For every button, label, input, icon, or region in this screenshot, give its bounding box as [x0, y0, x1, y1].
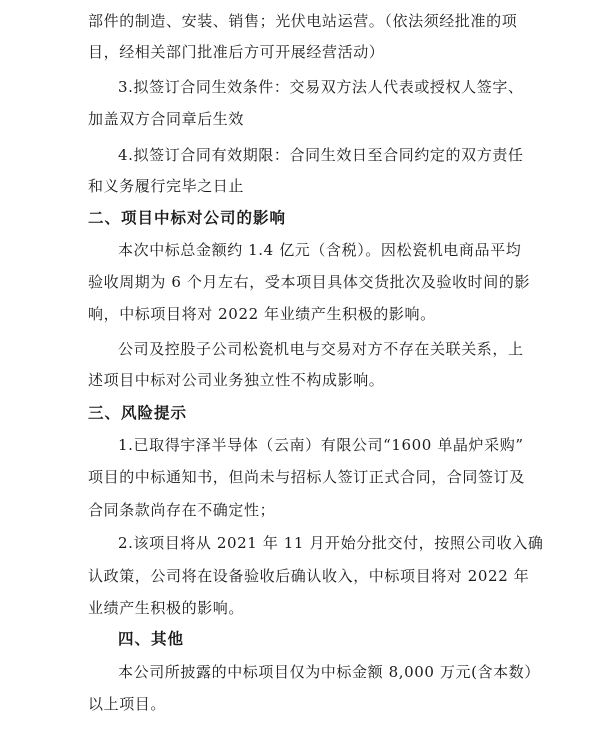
text-line: 述项目中标对公司业务独立性不构成影响。 — [88, 371, 385, 389]
text-line: 部件的制造、安装、销售；光伏电站运营。（依法须经批准的项 — [88, 12, 518, 30]
text-line: 加盖双方合同章后生效 — [88, 110, 245, 128]
text-line: 以上项目。 — [88, 695, 167, 713]
section-heading: 三、风险提示 — [88, 404, 188, 422]
text-line: 合同条款尚存在不确定性； — [88, 501, 276, 519]
text-line: 业绩产生积极的影响。 — [88, 599, 245, 617]
section-heading: 四、其他 — [118, 630, 185, 648]
text-line: 1.已取得宇泽半导体（云南）有限公司“1600 单晶炉采购” — [118, 436, 524, 454]
text-line: 本公司所披露的中标项目仅为中标金额 8,000 万元(含本数） — [118, 663, 540, 681]
text-line: 项目的中标通知书，但尚未与招标人签订正式合同，合同签订及 — [88, 468, 525, 486]
text-line: 4.拟签订合同有效期限：合同生效日至合同约定的双方责任 — [118, 146, 524, 164]
text-line: 3.拟签订合同生效条件：交易双方法人代表或授权人签字、 — [118, 78, 524, 96]
text-line: 认政策，公司将在设备验收后确认收入，中标项目将对 2022 年 — [88, 567, 530, 585]
text-line: 公司及控股子公司松瓷机电与交易对方不存在关联关系，上 — [118, 340, 524, 358]
text-line: 目，经相关部门批准后方可开展经营活动） — [88, 43, 385, 61]
text-line: 和义务履行完毕之日止 — [88, 177, 245, 195]
text-line: 验收周期为 6 个月左右，受本项目具体交货批次及验收时间的影 — [88, 273, 531, 291]
text-line: 响，中标项目将对 2022 年业绩产生积极的影响。 — [88, 305, 436, 323]
section-heading: 二、项目中标对公司的影响 — [88, 209, 287, 227]
text-line: 本次中标总金额约 1.4 亿元（含税）。因松瓷机电商品平均 — [118, 241, 522, 259]
text-line: 2.该项目将从 2021 年 11 月开始分批交付，按照公司收入确 — [118, 534, 544, 552]
